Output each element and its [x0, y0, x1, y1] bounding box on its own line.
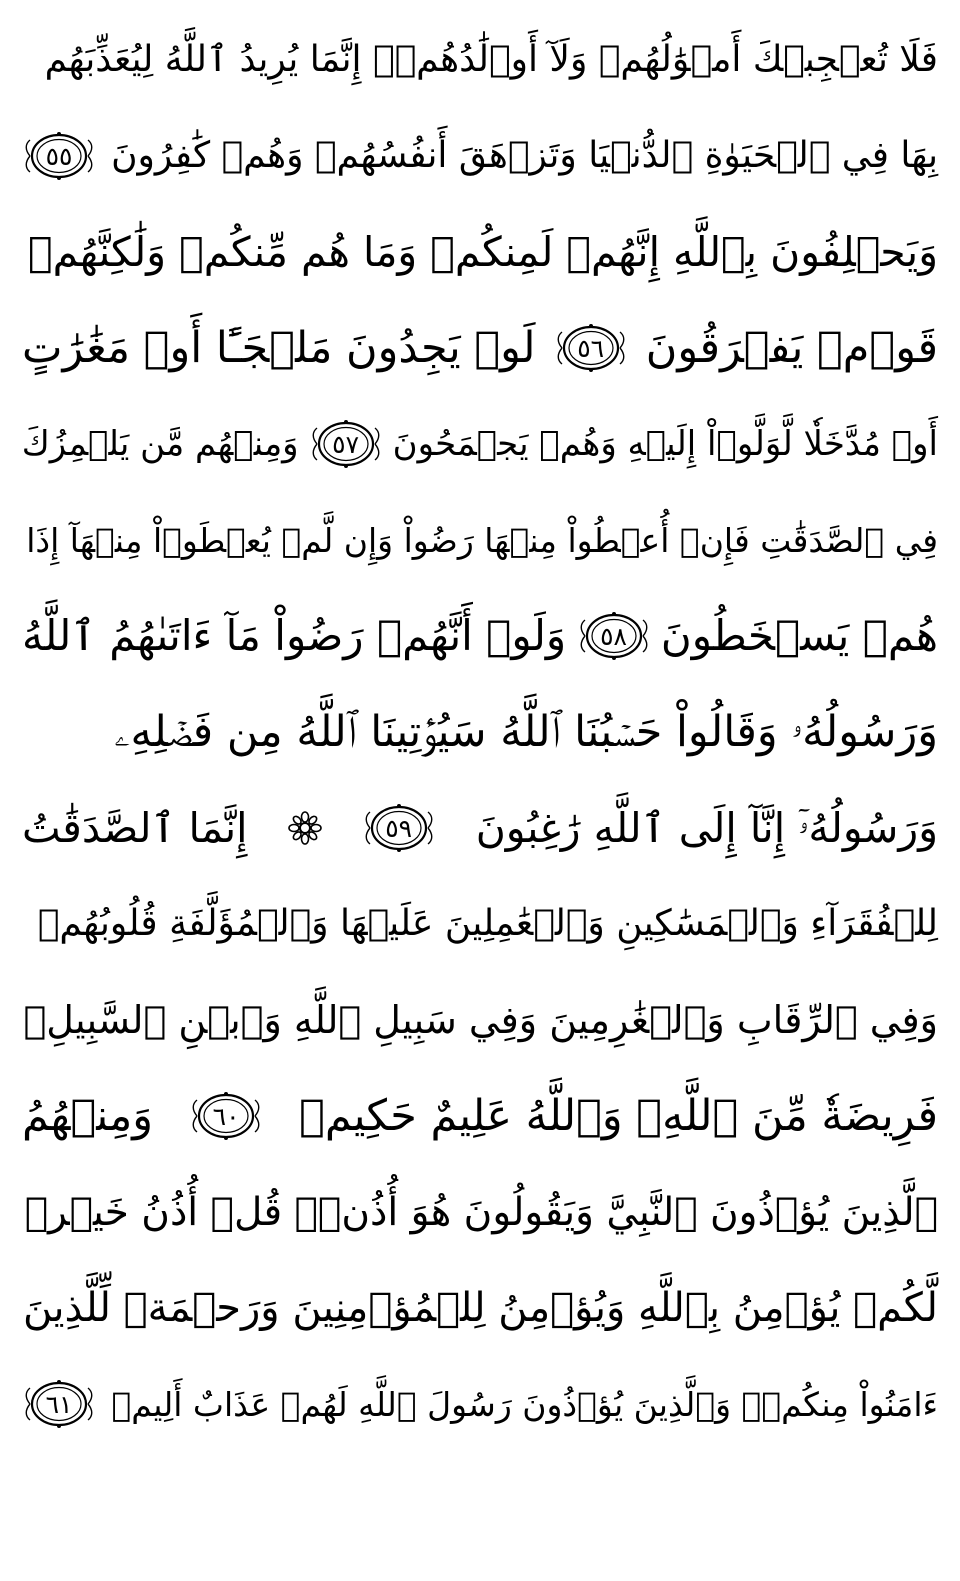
verse-text: وَرَسُولُهُۥ وَقَالُواْ حَسۡبُنَا ٱللَّهُ سَيُؤۡتِينَا ٱللَّهُ مِن فَضۡلِهِۦ: [114, 706, 938, 757]
ayah-number: ٥٨: [600, 621, 627, 651]
ayah-end-marker: [22, 130, 96, 182]
ayah-end-marker: [189, 1090, 263, 1142]
text-line-14: [22, 1260, 938, 1356]
ayah-number: ٦١: [45, 1389, 73, 1419]
verse-text: قَوۡمٞ يَفۡرَقُونَ: [645, 322, 938, 373]
verse-text: وَمِنۡهُم مَّن يَلۡمِزُكَ: [21, 424, 299, 464]
ayah-number: ٥٥: [45, 141, 73, 171]
ayah-end-marker: [577, 610, 651, 662]
text-line-1: [22, 12, 938, 108]
verse-text: وَلَوۡ أَنَّهُمۡ رَضُواْ مَآ ءَاتَىٰهُمُ ٱللَّهُ: [22, 611, 567, 660]
ayah-number: ٥٧: [332, 429, 360, 459]
ayah-end-marker: [554, 322, 628, 374]
verse-text: وَفِي ٱلرِّقَابِ وَٱلۡغَٰرِمِينَ وَفِي سَبِيلِ ٱللَّهِ وَٱبۡنِ ٱلسَّبِيلِۖ: [23, 998, 938, 1042]
ayah-end-marker: [22, 1378, 96, 1430]
ayah-number: ٦٠: [212, 1101, 240, 1131]
ayah-number: ٥٦: [577, 333, 605, 363]
text-line-15: [22, 1356, 938, 1452]
text-line-2: [22, 108, 938, 204]
verse-text: فَلَا تُعۡجِبۡكَ أَمۡوَٰلُهُمۡ وَلَآ أَوۡلَٰدُهُمۡۚ إِنَّمَا يُرِيدُ ٱللَّهُ لِيُعَذِّبَهُم: [44, 39, 938, 80]
verse-text: هُمۡ يَسۡخَطُونَ: [660, 611, 938, 660]
verse-text: فَرِيضَةٗ مِّنَ ٱللَّهِۗ وَٱللَّهُ عَلِيمٌ حَكِيمٞ: [299, 1090, 938, 1141]
text-line-7: [22, 588, 938, 684]
text-line-3: [22, 204, 938, 300]
verse-text: وَيَحۡلِفُونَ بِٱللَّهِ إِنَّهُمۡ لَمِنكُمۡ وَمَا هُم مِّنكُمۡ وَلَٰكِنَّهُمۡ: [28, 227, 938, 276]
ayah-number: ٥٩: [385, 813, 413, 843]
text-line-10: [22, 876, 938, 972]
text-line-9: [22, 780, 938, 876]
text-line-12: [22, 1068, 938, 1164]
ayah-end-marker: [309, 418, 383, 470]
verse-text: لَّكُمۡ يُؤۡمِنُ بِٱللَّهِ وَيُؤۡمِنُ لِلۡمُؤۡمِنِينَ وَرَحۡمَةٞ لِّلَّذِينَ: [22, 1285, 938, 1331]
text-line-8: [22, 684, 938, 780]
verse-text: وَمِنۡهُمُ: [22, 1090, 154, 1141]
verse-text: لِلۡفُقَرَآءِ وَٱلۡمَسَٰكِينِ وَٱلۡعَٰمِلِينَ عَلَيۡهَا وَٱلۡمُؤَلَّفَةِ قُلُوبُهُمۡ: [37, 903, 938, 944]
verse-text: فِي ٱلصَّدَقَٰتِ فَإِنۡ أُعۡطُواْ مِنۡهَا رَضُواْ وَإِن لَّمۡ يُعۡطَوۡاْ مِنۡهَآ إِذَا: [26, 520, 938, 560]
text-line-6: [22, 492, 938, 588]
verse-text: بِهَا فِي ٱلۡحَيَوٰةِ ٱلدُّنۡيَا وَتَزۡهَقَ أَنفُسُهُمۡ وَهُمۡ كَٰفِرُونَ: [111, 135, 938, 176]
text-line-4: [22, 300, 938, 396]
text-line-11: [22, 972, 938, 1068]
verse-text: إِنَّمَا ٱلصَّدَقَٰتُ: [22, 803, 248, 852]
verse-text: وَرَسُولُهُۥٓ إِنَّآ إِلَى ٱللَّهِ رَٰغِبُونَ: [475, 803, 938, 852]
ayah-end-marker: [362, 802, 436, 854]
hizb-marker-icon: [288, 811, 322, 845]
verse-text: أَوۡ مُدَّخَلٗا لَّوَلَّوۡاْ إِلَيۡهِ وَهُمۡ يَجۡمَحُونَ: [392, 424, 938, 464]
text-line-13: [22, 1164, 938, 1260]
text-line-5: [22, 396, 938, 492]
verse-text: لَوۡ يَجِدُونَ مَلۡجَـًٔا أَوۡ مَغَٰرَٰتٍ: [22, 322, 536, 373]
verse-text: ٱلَّذِينَ يُؤۡذُونَ ٱلنَّبِيَّ وَيَقُولُونَ هُوَ أُذُنٞۚ قُلۡ أُذُنُ خَيۡرٖ: [24, 1189, 938, 1235]
verse-text: ءَامَنُواْ مِنكُمۡۚ وَٱلَّذِينَ يُؤۡذُونَ رَسُولَ ٱللَّهِ لَهُمۡ عَذَابٌ أَلِيمٞ: [111, 1384, 938, 1424]
